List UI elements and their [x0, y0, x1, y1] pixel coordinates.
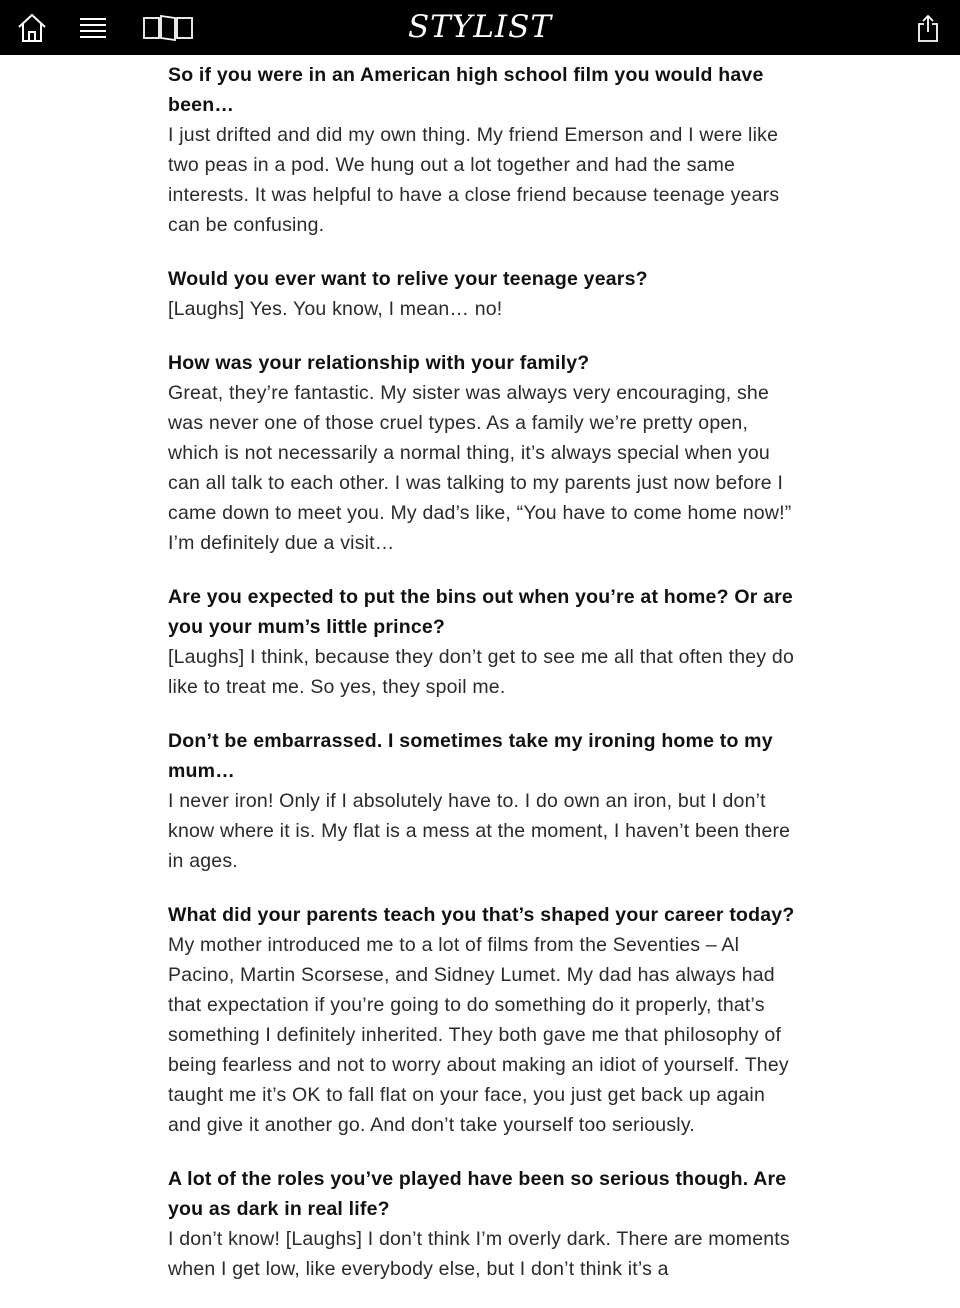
- page-spread-icon: [141, 15, 195, 41]
- interview-question: A lot of the roles you’ve played have been so serious though. Are you as dark in real life?: [168, 1168, 787, 1220]
- interview-question: So if you were in an American high school film you would have been…: [168, 64, 764, 116]
- share-button[interactable]: [908, 0, 948, 55]
- interview-answer: [Laughs] Yes. You know, I mean… no!: [168, 298, 503, 320]
- interview-question: Don’t be embarrassed. I sometimes take my ironing home to my mum…: [168, 730, 773, 782]
- pages-button[interactable]: [140, 0, 196, 55]
- top-bar: [0, 0, 960, 55]
- home-button[interactable]: [12, 0, 52, 55]
- interview-answer: Great, they’re fantastic. My sister was always very encouraging, she was never one of those cruel types. As a family we’re pretty open, which is not necessarily a normal thing, it’s always special when you can all talk to each other. I was talking to my parents just now before I came down to meet you. My dad’s like, “You have to come home now!” I’m definitely due a visit…: [168, 382, 792, 554]
- interview-question: Would you ever want to relive your teenage years?: [168, 268, 648, 290]
- share-icon: [916, 13, 940, 43]
- interview-question: What did your parents teach you that’s shaped your career today?: [168, 904, 795, 926]
- hamburger-menu-icon: [79, 17, 107, 39]
- article-body: [168, 60, 798, 1308]
- interview-answer: I never iron! Only if I absolutely have to. I do own an iron, but I don’t know where it is. My flat is a mess at the moment, I haven’t been there in ages.: [168, 790, 791, 872]
- qa-block: [168, 726, 798, 876]
- interview-question: Are you expected to put the bins out when you’re at home? Or are you your mum’s little prince?: [168, 586, 793, 638]
- qa-block: [168, 900, 798, 1140]
- interview-answer: [Laughs] I think, because they don’t get to see me all that often they do like to treat me. So yes, they spoil me.: [168, 646, 795, 698]
- qa-block: [168, 582, 798, 702]
- interview-answer: My mother introduced me to a lot of films from the Seventies – Al Pacino, Martin Scorsese, and Sidney Lumet. My dad has always had that expectation if you’re going to do something do it properly, that’s something I definitely inherited. They both gave me that philosophy of being fearless and not to worry about making an idiot of yourself. They taught me it’s OK to fall flat on your face, you just get back up again and give it another go. And don’t take yourself too seriously.: [168, 934, 789, 1136]
- interview-answer: I don’t know! [Laughs] I don’t think I’m overly dark. There are moments when I get low, like everybody else, but I don’t think it’s a: [168, 1228, 790, 1280]
- menu-button[interactable]: [73, 0, 113, 55]
- qa-block: [168, 60, 798, 240]
- interview-question: How was your relationship with your family?: [168, 352, 590, 374]
- qa-block: [168, 1164, 798, 1284]
- qa-block: [168, 348, 798, 558]
- home-icon: [17, 12, 47, 44]
- stylist-logo[interactable]: STYLIST: [407, 9, 553, 45]
- qa-block: [168, 264, 798, 324]
- interview-answer: I just drifted and did my own thing. My friend Emerson and I were like two peas in a pod. We hung out a lot together and had the same interests. It was helpful to have a close friend because teenage years can be confusing.: [168, 124, 780, 236]
